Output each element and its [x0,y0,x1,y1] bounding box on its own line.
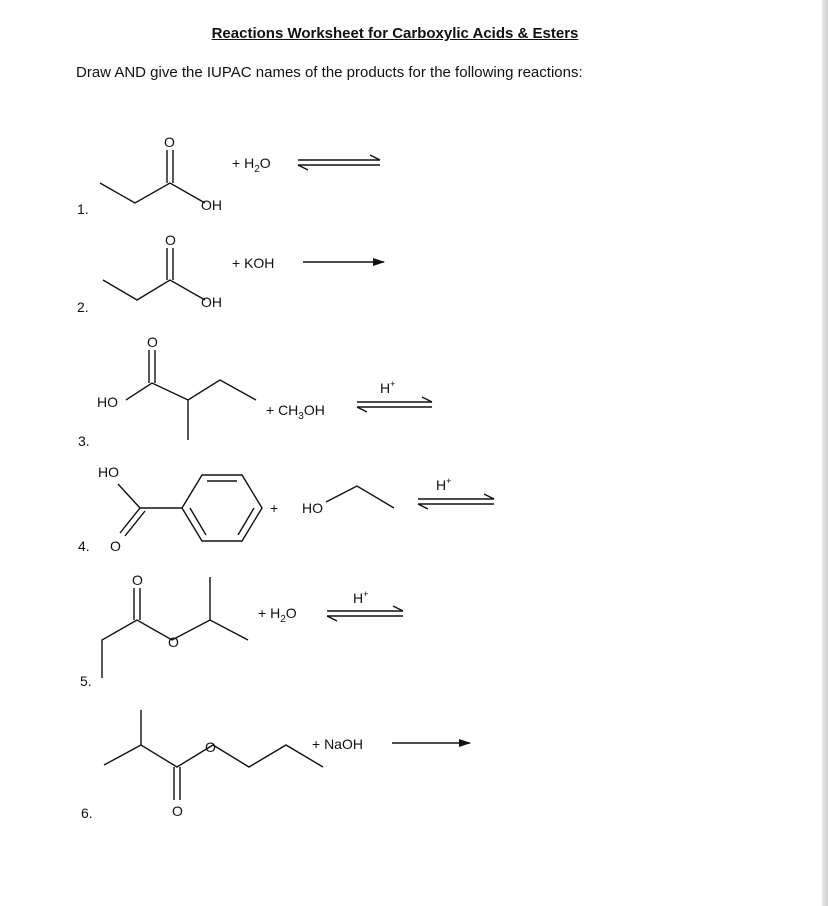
reaction-4 [118,475,394,541]
r1-reagent: + $H_2O$ [232,155,271,175]
reaction-1 [100,150,205,203]
r6-carbonyl-oxygen: O [172,803,183,819]
reaction-2 [103,248,205,300]
r6-reagent: + NaOH [312,736,363,752]
reaction-5-number: 5. [80,673,92,689]
r4-carbonyl-oxygen: O [110,538,121,554]
instructions-text: Draw AND give the IUPAC names of the products for the following reactions: [76,64,583,81]
r4-ethanol-chain [326,486,394,508]
reaction-6-number: 6. [81,805,93,821]
r4-benzene-ring [182,475,262,541]
r4-ring-double-bond-3 [190,508,206,535]
reaction-2-number: 2. [77,299,89,315]
r1-carbonyl-oxygen: O [164,134,175,150]
r4-equilibrium-arrow [418,494,494,509]
reaction-4-number: 4. [78,538,90,554]
reaction-5 [102,577,248,678]
r3-acid-catalyst: H+ [380,379,396,396]
r6-ester-oxygen: O [205,739,216,755]
r2-carbon-chain [103,280,205,300]
r5-equilibrium-arrow [327,606,403,621]
r3-carbonyl-oxygen: O [147,334,158,350]
r1-equilibrium-arrow [298,155,380,170]
worksheet-title: Reactions Worksheet for Carboxylic Acids & Esters [211,25,579,42]
r5-ester-oxygen: O [168,634,179,650]
r3-equilibrium-arrow [357,397,432,412]
reaction-3-number: 3. [78,433,90,449]
r4-plus-sign: + [270,500,279,516]
r5-reagent: + $H_2O$ [258,605,297,625]
r3-reagent: + $CH_3OH$ [266,402,325,422]
reaction-6 [104,710,323,800]
r4-carboxyl-bonds [118,484,182,508]
r5-acid-catalyst: H+ [353,589,369,606]
r2-carbonyl-oxygen: O [165,232,176,248]
r1-carbon-chain [100,183,205,203]
r4-ring-double-bond-2 [238,508,254,535]
r3-hydroxyl-group: HO [97,394,118,410]
r3-carbon-chain [126,380,256,400]
r2-hydroxyl-group: OH [201,294,222,310]
r1-hydroxyl-group: OH [201,197,222,213]
reaction-3 [126,350,256,440]
r5-carbonyl-oxygen: O [132,572,143,588]
reaction-1-number: 1. [77,201,89,217]
r4-hydroxyl-group: HO [98,464,119,480]
r2-reagent: + KOH [232,255,275,271]
r4-alcohol-hydroxyl: HO [302,500,323,516]
r4-acid-catalyst: H+ [436,476,452,493]
